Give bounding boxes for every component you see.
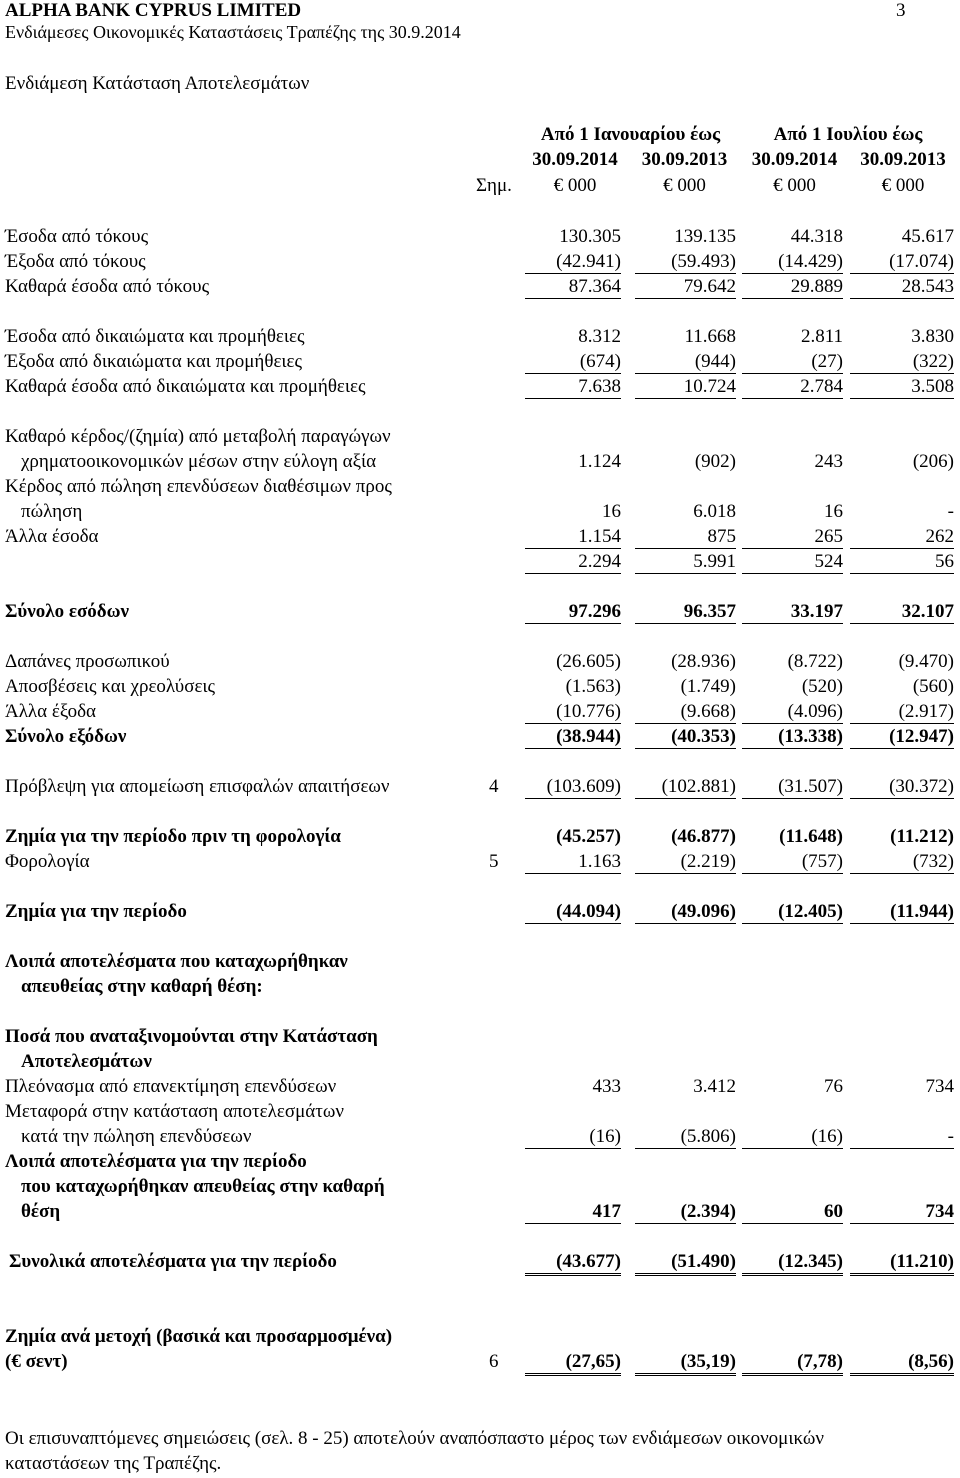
period-header-quarter: Από 1 Ιουλίου έως (773, 124, 923, 145)
row-label: Δαπάνες προσωπικού (5, 651, 170, 672)
row-label: Σύνολο εσόδων (5, 601, 130, 622)
value-cell: 56 (850, 551, 954, 574)
row-label: Ζημία για την περίοδο (5, 901, 187, 922)
statement-title: Ενδιάμεση Κατάσταση Αποτελεσμάτων (5, 73, 310, 94)
row-transfer-on-sale (0, 1126, 960, 1151)
row-oci-total-label (0, 1151, 960, 1176)
value-cell: (11.210) (850, 1251, 954, 1276)
value-cell: 7.638 (525, 376, 621, 399)
value-cell: (14.429) (742, 251, 843, 274)
value-cell: 33.197 (742, 601, 843, 624)
value-cell: (560) (912, 676, 954, 697)
value-cell: (4.096) (742, 701, 843, 724)
row-total-income (0, 601, 960, 626)
row-total-comprehensive (0, 1251, 960, 1276)
value-cell: (7,78) (742, 1351, 843, 1376)
row-label: Αποτελεσμάτων (21, 1051, 152, 1072)
value-cell: 875 (635, 526, 736, 549)
footer-note: Οι επισυναπτόμενες σημειώσεις (σελ. 8 - 25) αποτελούν αναπόσπαστο μέρος των ενδιάμεσων οικονομικών καταστάσεων της Τραπέζης. (5, 1428, 824, 1474)
value-cell: 139.135 (674, 226, 736, 247)
unit-header: € 000 (773, 175, 816, 196)
row-net-interest-income (0, 276, 960, 301)
row-label: Έξοδα από τόκους (5, 251, 146, 272)
document-subtitle: Ενδιάμεσες Οικονομικές Καταστάσεις Τραπέζης της 30.9.2014 (5, 22, 461, 42)
value-cell: (26.605) (556, 651, 621, 672)
value-cell: - (947, 501, 954, 522)
row-label: κατά την πώληση επενδύσεων (21, 1126, 252, 1147)
row-label: Μεταφορά στην κατάσταση αποτελεσμάτων (5, 1101, 344, 1122)
row-label: Σύνολο εξόδων (5, 726, 127, 747)
row-loss-for-period (0, 901, 960, 926)
value-cell: 28.543 (850, 276, 954, 299)
row-label: Έσοδα από δικαιώματα και προμήθειες (5, 326, 305, 347)
row-label: Πλεόνασμα από επανεκτίμηση επενδύσεων (5, 1076, 337, 1097)
value-cell: (38.944) (525, 726, 621, 749)
date-header: 30.09.2014 (751, 149, 838, 170)
row-loss-before-tax (0, 826, 960, 851)
value-cell: 16 (824, 501, 843, 522)
unit-header: € 000 (553, 175, 597, 196)
value-cell: (43.677) (525, 1251, 621, 1276)
value-cell: 10.724 (635, 376, 736, 399)
value-cell: 87.364 (525, 276, 621, 299)
value-cell: (45.257) (556, 826, 621, 847)
value-cell: 44.318 (790, 226, 843, 247)
value-cell: 262 (850, 526, 954, 549)
row-label: Ζημία για την περίοδο πριν τη φορολογία (5, 826, 341, 847)
row-label: Καθαρά έσοδα από δικαιώματα και προμήθειες (5, 376, 366, 397)
value-cell: (944) (635, 351, 736, 374)
row-interest-income (0, 226, 960, 251)
value-cell: (103.609) (525, 776, 621, 799)
unit-header: € 000 (881, 175, 925, 196)
row-label: Καθαρό κέρδος/(ζημία) από μεταβολή παραγώγων (5, 426, 391, 447)
value-cell: 5.991 (635, 551, 736, 574)
value-cell: (17.074) (850, 251, 954, 274)
value-cell: 60 (742, 1201, 843, 1224)
note-reference: 4 (489, 776, 499, 797)
value-cell: (674) (525, 351, 621, 374)
row-label: Συνολικά αποτελέσματα για την περίοδο (9, 1251, 337, 1272)
unit-header: € 000 (663, 175, 706, 196)
row-label: θέση (21, 1201, 61, 1222)
value-cell: 734 (925, 1076, 954, 1097)
row-impairment (0, 776, 960, 801)
value-cell: (16) (525, 1126, 621, 1149)
row-label: Ζημία ανά μετοχή (βασικά και προσαρμοσμένα) (5, 1326, 393, 1347)
value-cell: (27) (742, 351, 843, 374)
row-label: απευθείας στην καθαρή θέση: (21, 976, 263, 997)
date-header: 30.09.2014 (532, 149, 618, 170)
value-cell: (13.338) (742, 726, 843, 749)
row-eps (0, 1351, 960, 1376)
row-interest-expense (0, 251, 960, 276)
value-cell: (46.877) (671, 826, 736, 847)
note-column-header: Σημ. (476, 175, 512, 196)
value-cell: 11.668 (684, 326, 736, 347)
value-cell: 6.018 (693, 501, 736, 522)
value-cell: 32.107 (850, 601, 954, 624)
value-cell: 243 (814, 451, 843, 472)
row-staff-costs (0, 651, 960, 676)
value-cell: 29.889 (742, 276, 843, 299)
row-total-expenses (0, 726, 960, 751)
value-cell: (12.947) (850, 726, 954, 749)
row-oci-total (0, 1201, 960, 1226)
row-label: Φορολογία (5, 851, 90, 872)
value-cell: (11.212) (890, 826, 954, 847)
value-cell: (322) (850, 351, 954, 374)
row-oci-heading (0, 951, 960, 976)
value-cell: (2.917) (850, 701, 954, 724)
row-other-expenses (0, 701, 960, 726)
row-label: Λοιπά αποτελέσματα για την περίοδο (5, 1151, 307, 1172)
value-cell: 79.642 (635, 276, 736, 299)
row-afs-gain (0, 501, 960, 526)
value-cell: (59.493) (635, 251, 736, 274)
row-label: χρηματοοικονομικών μέσων στην εύλογη αξία (21, 451, 377, 472)
row-label: Έξοδα από δικαιώματα και προμήθειες (5, 351, 303, 372)
value-cell: (2.394) (635, 1201, 736, 1224)
value-cell: 16 (602, 501, 621, 522)
value-cell: (31.507) (742, 776, 843, 799)
value-cell: 3.830 (911, 326, 954, 347)
note-reference: 6 (489, 1351, 499, 1372)
value-cell: 2.294 (525, 551, 621, 574)
value-cell: (8.722) (787, 651, 843, 672)
row-other-income-subtotal (0, 551, 960, 576)
row-fee-expense (0, 351, 960, 376)
period-header-ytd: Από 1 Ιανουαρίου έως (540, 124, 721, 145)
row-label: Άλλα έσοδα (5, 526, 99, 547)
row-label: Καθαρά έσοδα από τόκους (5, 276, 210, 297)
value-cell: (10.776) (525, 701, 621, 724)
value-cell: (206) (912, 451, 954, 472)
value-cell: 417 (525, 1201, 621, 1224)
value-cell: (1.563) (565, 676, 621, 697)
row-label: Κέρδος από πώληση επενδύσεων διαθέσιμων προς (5, 476, 392, 497)
value-cell: (757) (742, 851, 843, 874)
value-cell: (44.094) (525, 901, 621, 924)
row-depreciation (0, 676, 960, 701)
value-cell: (27,65) (525, 1351, 621, 1376)
value-cell: 433 (592, 1076, 621, 1097)
row-label: πώληση (21, 501, 83, 522)
value-cell: (40.353) (635, 726, 736, 749)
value-cell: 2.784 (742, 376, 843, 399)
row-derivatives-label (0, 426, 960, 451)
value-cell: 45.617 (901, 226, 954, 247)
value-cell: (12.345) (742, 1251, 843, 1276)
row-oci-heading-cont (0, 976, 960, 1001)
value-cell: 76 (824, 1076, 843, 1097)
value-cell: (11.648) (779, 826, 843, 847)
value-cell: 8.312 (578, 326, 621, 347)
value-cell: (8,56) (850, 1351, 954, 1376)
row-label: που καταχωρήθηκαν απευθείας στην καθαρή (21, 1176, 385, 1197)
value-cell: - (850, 1126, 954, 1149)
value-cell: (51.490) (635, 1251, 736, 1276)
value-cell: 524 (742, 551, 843, 574)
row-eps-label (0, 1326, 960, 1351)
value-cell: (42.941) (525, 251, 621, 274)
value-cell: (9.668) (635, 701, 736, 724)
value-cell: (9.470) (898, 651, 954, 672)
company-name: ALPHA BANK CYPRUS LIMITED (5, 0, 302, 21)
value-cell: (28.936) (671, 651, 736, 672)
row-afs-gain-label (0, 476, 960, 501)
value-cell: (49.096) (635, 901, 736, 924)
value-cell: (5.806) (635, 1126, 736, 1149)
value-cell: (12.405) (742, 901, 843, 924)
value-cell: 1.154 (525, 526, 621, 549)
row-oci-total-label-cont (0, 1176, 960, 1201)
value-cell: (35,19) (635, 1351, 736, 1376)
date-header: 30.09.2013 (641, 149, 728, 170)
value-cell: (30.372) (850, 776, 954, 799)
row-label: Αποσβέσεις και χρεολύσεις (5, 676, 216, 697)
row-other-income (0, 526, 960, 551)
value-cell: (902) (694, 451, 736, 472)
row-tax (0, 851, 960, 876)
value-cell: (520) (801, 676, 843, 697)
value-cell: (11.944) (850, 901, 954, 924)
row-label: Πρόβλεψη για απομείωση επισφαλών απαιτήσεων (5, 776, 390, 797)
value-cell: (732) (850, 851, 954, 874)
row-reclassified-heading (0, 1026, 960, 1051)
page-number: 3 (896, 0, 906, 21)
value-cell: (16) (742, 1126, 843, 1149)
value-cell: 734 (850, 1201, 954, 1224)
value-cell: (2.219) (635, 851, 736, 874)
value-cell: 3.412 (693, 1076, 736, 1097)
row-label: Λοιπά αποτελέσματα που καταχωρήθηκαν (5, 951, 348, 972)
row-derivatives-fair-value (0, 451, 960, 476)
value-cell: (1.749) (680, 676, 736, 697)
value-cell: 3.508 (850, 376, 954, 399)
value-cell: 2.811 (800, 326, 843, 347)
row-transfer-label (0, 1101, 960, 1126)
value-cell: 265 (742, 526, 843, 549)
row-label: Έσοδα από τόκους (5, 226, 149, 247)
row-label: Ποσά που αναταξινομούνται στην Κατάσταση (5, 1026, 378, 1047)
row-net-fee-income (0, 376, 960, 401)
value-cell: 1.163 (525, 851, 621, 874)
row-reclassified-heading-cont (0, 1051, 960, 1076)
value-cell: 97.296 (525, 601, 621, 624)
value-cell: (102.881) (635, 776, 736, 799)
value-cell: 96.357 (635, 601, 736, 624)
row-label: Άλλα έξοδα (5, 701, 97, 722)
date-header: 30.09.2013 (860, 149, 946, 170)
row-label: (€ σεντ) (5, 1351, 68, 1372)
row-revaluation-surplus (0, 1076, 960, 1101)
value-cell: 130.305 (559, 226, 621, 247)
note-reference: 5 (489, 851, 499, 872)
row-fee-income (0, 326, 960, 351)
value-cell: 1.124 (578, 451, 621, 472)
